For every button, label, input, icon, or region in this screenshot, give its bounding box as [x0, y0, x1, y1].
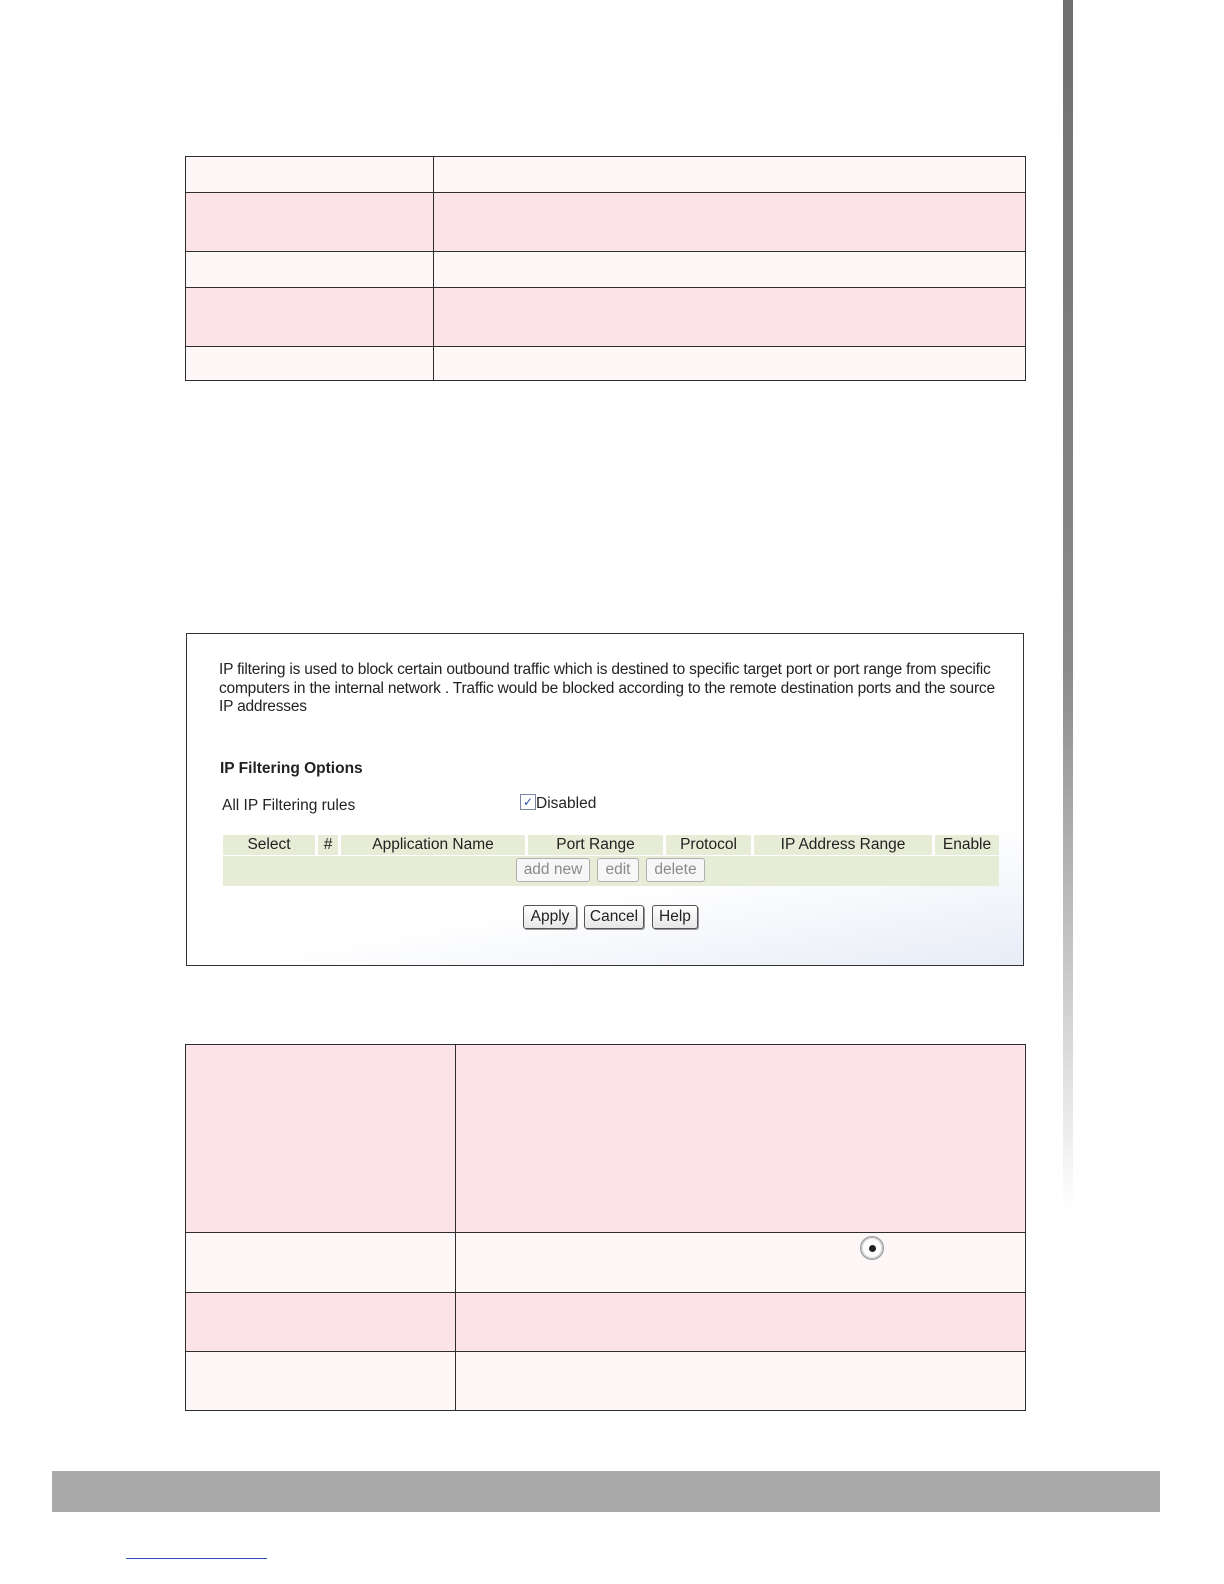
rules-label: All IP Filtering rules: [222, 797, 356, 814]
table-row: [186, 347, 1026, 381]
add-new-button[interactable]: add new: [516, 858, 590, 882]
options-heading: IP Filtering Options: [220, 760, 363, 777]
footer-bar: [52, 1471, 1160, 1512]
radio-selected-icon[interactable]: [860, 1236, 884, 1260]
column-application-name: Application Name: [341, 835, 525, 855]
edit-button[interactable]: edit: [597, 858, 639, 882]
cancel-button[interactable]: Cancel: [584, 905, 644, 929]
ip-filtering-screenshot: [186, 633, 1024, 966]
apply-button[interactable]: Apply: [523, 905, 577, 929]
column-enable: Enable: [935, 835, 999, 855]
ip-filtering-description: IP filtering is used to block certain outbound traffic which is destined to specific target port or port range from specific computers in the internal network . Traffic would be blocked according to the remote destination ports and the source IP addresses: [219, 661, 995, 715]
table-row: [186, 1045, 1026, 1233]
column-select: Select: [223, 835, 315, 855]
footer-link[interactable]: [126, 1558, 267, 1559]
table-row: [186, 1233, 1026, 1293]
description-table-top: [185, 156, 1026, 381]
disabled-checkbox-label: Disabled: [536, 795, 597, 812]
table-row: [186, 193, 1026, 252]
check-icon[interactable]: ✓: [520, 794, 536, 810]
column-port-range: Port Range: [528, 835, 663, 855]
table-row: [186, 288, 1026, 347]
column-ip-address-range: IP Address Range: [754, 835, 932, 855]
column-protocol: Protocol: [666, 835, 751, 855]
table-row: [186, 252, 1026, 288]
description-table-bottom: [185, 1044, 1026, 1411]
page-edge-bar: [1063, 0, 1073, 1210]
delete-button[interactable]: delete: [646, 858, 705, 882]
disabled-checkbox[interactable]: [520, 795, 596, 813]
table-row: [186, 1293, 1026, 1352]
table-row: [186, 157, 1026, 193]
help-button[interactable]: Help: [652, 905, 698, 929]
table-row: [186, 1352, 1026, 1411]
column-number: #: [318, 835, 338, 855]
rules-table-header: [223, 835, 999, 855]
